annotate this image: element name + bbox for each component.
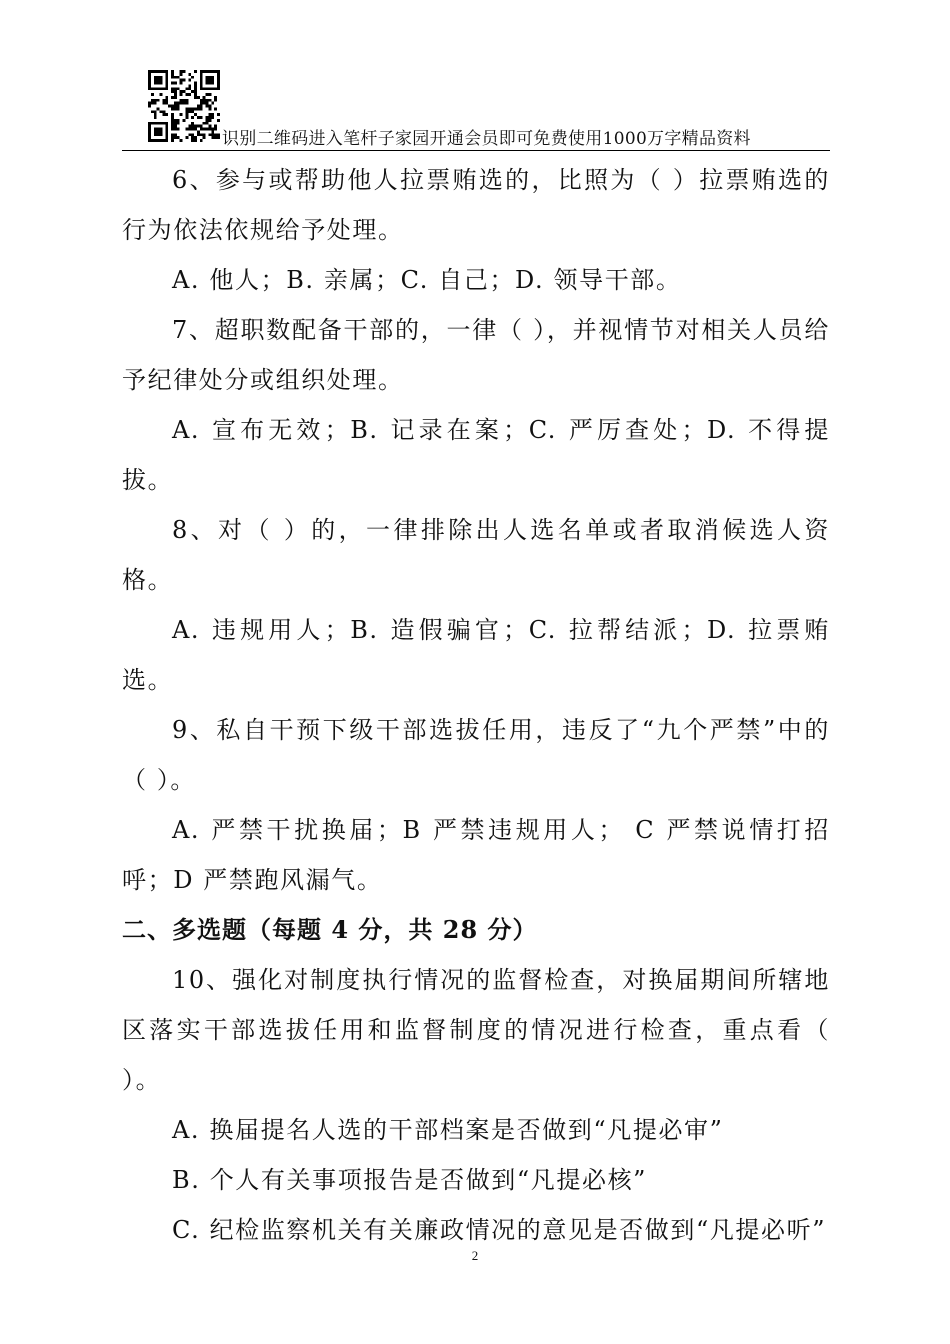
question-6-options: A. 他人；B. 亲属；C. 自己；D. 领导干部。 bbox=[172, 266, 682, 294]
header-divider bbox=[122, 150, 830, 151]
question-7: 7、超职数配备干部的，一律（ ），并视情节对相关人员给予纪律处分或组织处理。 bbox=[122, 316, 830, 394]
question-7-options: A. 宣布无效；B. 记录在案；C. 严厉查处；D. 不得提拔。 bbox=[122, 416, 830, 494]
document-body bbox=[122, 155, 830, 1255]
question-9-options: A. 严禁干扰换届；B 严禁违规用人； C 严禁说情打招呼；D 严禁跑风漏气。 bbox=[122, 816, 830, 894]
question-6: 6、参与或帮助他人拉票贿选的，比照为（ ）拉票贿选的行为依法依规给予处理。 bbox=[122, 166, 830, 244]
question-10: 10、强化对制度执行情况的监督检查，对换届期间所辖地区落实干部选拔任用和监督制度的情况进行检查，重点看（ ）。 bbox=[122, 966, 830, 1094]
question-10-option-c: C. 纪检监察机关有关廉政情况的意见是否做到“凡提必听” bbox=[172, 1216, 827, 1244]
qr-code-icon bbox=[148, 70, 220, 142]
question-10-option-a: A. 换届提名人选的干部档案是否做到“凡提必审” bbox=[172, 1116, 724, 1144]
question-9: 9、私自干预下级干部选拔任用，违反了“九个严禁”中的（ ）。 bbox=[122, 716, 830, 794]
page-number: 2 bbox=[471, 1248, 479, 1263]
question-10-option-b: B. 个人有关事项报告是否做到“凡提必核” bbox=[172, 1166, 648, 1194]
header-promo-text: 识别二维码进入笔杆子家园开通会员即可免费使用1000万字精品资料 bbox=[222, 129, 751, 149]
question-8: 8、对（ ）的，一律排除出人选名单或者取消候选人资格。 bbox=[122, 516, 830, 594]
section-heading-multiple-choice: 二、多选题（每题 4 分，共 28 分） bbox=[122, 915, 538, 944]
question-8-options: A. 违规用人；B. 造假骗官；C. 拉帮结派；D. 拉票贿选。 bbox=[122, 616, 830, 694]
